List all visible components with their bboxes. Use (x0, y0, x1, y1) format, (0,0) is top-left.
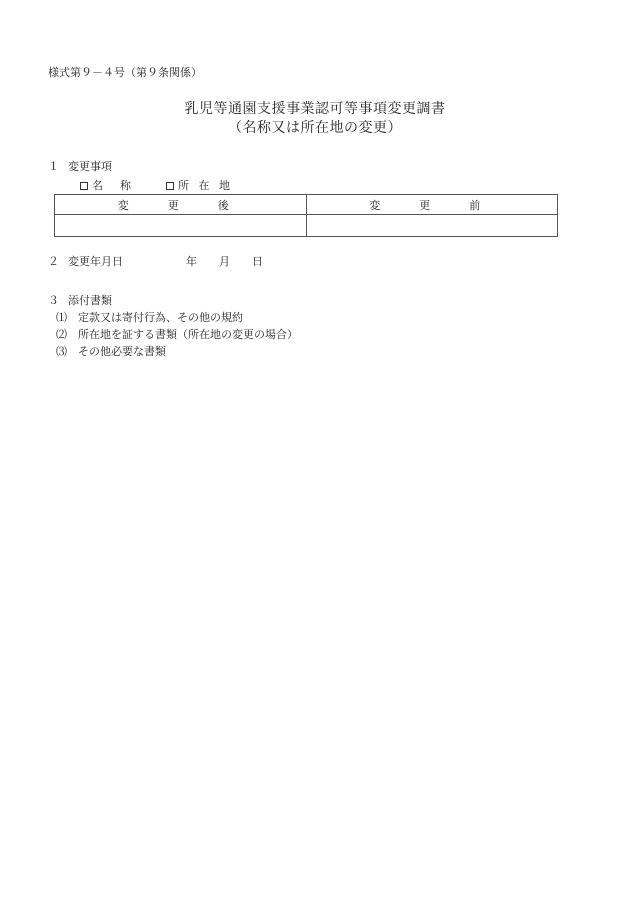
title-block (0, 100, 630, 138)
item-marker: ⑵ (56, 328, 67, 341)
checkbox-icon[interactable] (166, 182, 174, 190)
section-change-items (48, 158, 112, 174)
item-text: 定款又は寄付行為、その他の規約 (78, 311, 243, 324)
header-before: 変 更 前 (306, 195, 558, 215)
list-item (56, 309, 298, 326)
item-text: 所在地を証する書類（所在地の変更の場合） (78, 328, 298, 341)
document-subtitle: （名称又は所在地の変更） (228, 120, 402, 136)
document-title: 乳児等通園支援事業認可等事項変更調書 (184, 101, 446, 117)
section-attachments (48, 292, 112, 308)
header-after: 変 更 後 (55, 195, 307, 215)
form-number: 様式第９－４号（第９条関係） (48, 66, 202, 79)
checkbox-icon[interactable] (80, 182, 88, 190)
table-row (55, 215, 558, 237)
item-text: その他必要な書類 (78, 345, 166, 358)
section-label: 変更年月日 (68, 255, 123, 268)
item-marker: ⑴ (56, 311, 67, 324)
table-header-row (55, 195, 558, 215)
list-item (56, 326, 298, 343)
month-label: 月 (219, 255, 230, 268)
option-name[interactable] (80, 177, 134, 193)
year-label: 年 (186, 255, 197, 268)
date-fields (186, 253, 263, 269)
cell-before[interactable] (306, 215, 558, 237)
section-number: ２ (48, 255, 59, 268)
section-label: 添付書類 (68, 294, 112, 307)
section-label: 変更事項 (68, 160, 112, 173)
option-label: 名 称 (92, 179, 134, 192)
option-location[interactable] (166, 177, 233, 193)
section-change-date (48, 253, 123, 269)
option-label: 所 在 地 (178, 179, 233, 192)
cell-after[interactable] (55, 215, 307, 237)
item-marker: ⑶ (56, 345, 67, 358)
section-number: ３ (48, 294, 59, 307)
day-label: 日 (252, 255, 263, 268)
attachment-list (56, 309, 298, 360)
change-table (54, 194, 558, 237)
section-number: １ (48, 160, 59, 173)
change-type-options (80, 177, 233, 193)
list-item (56, 343, 298, 360)
